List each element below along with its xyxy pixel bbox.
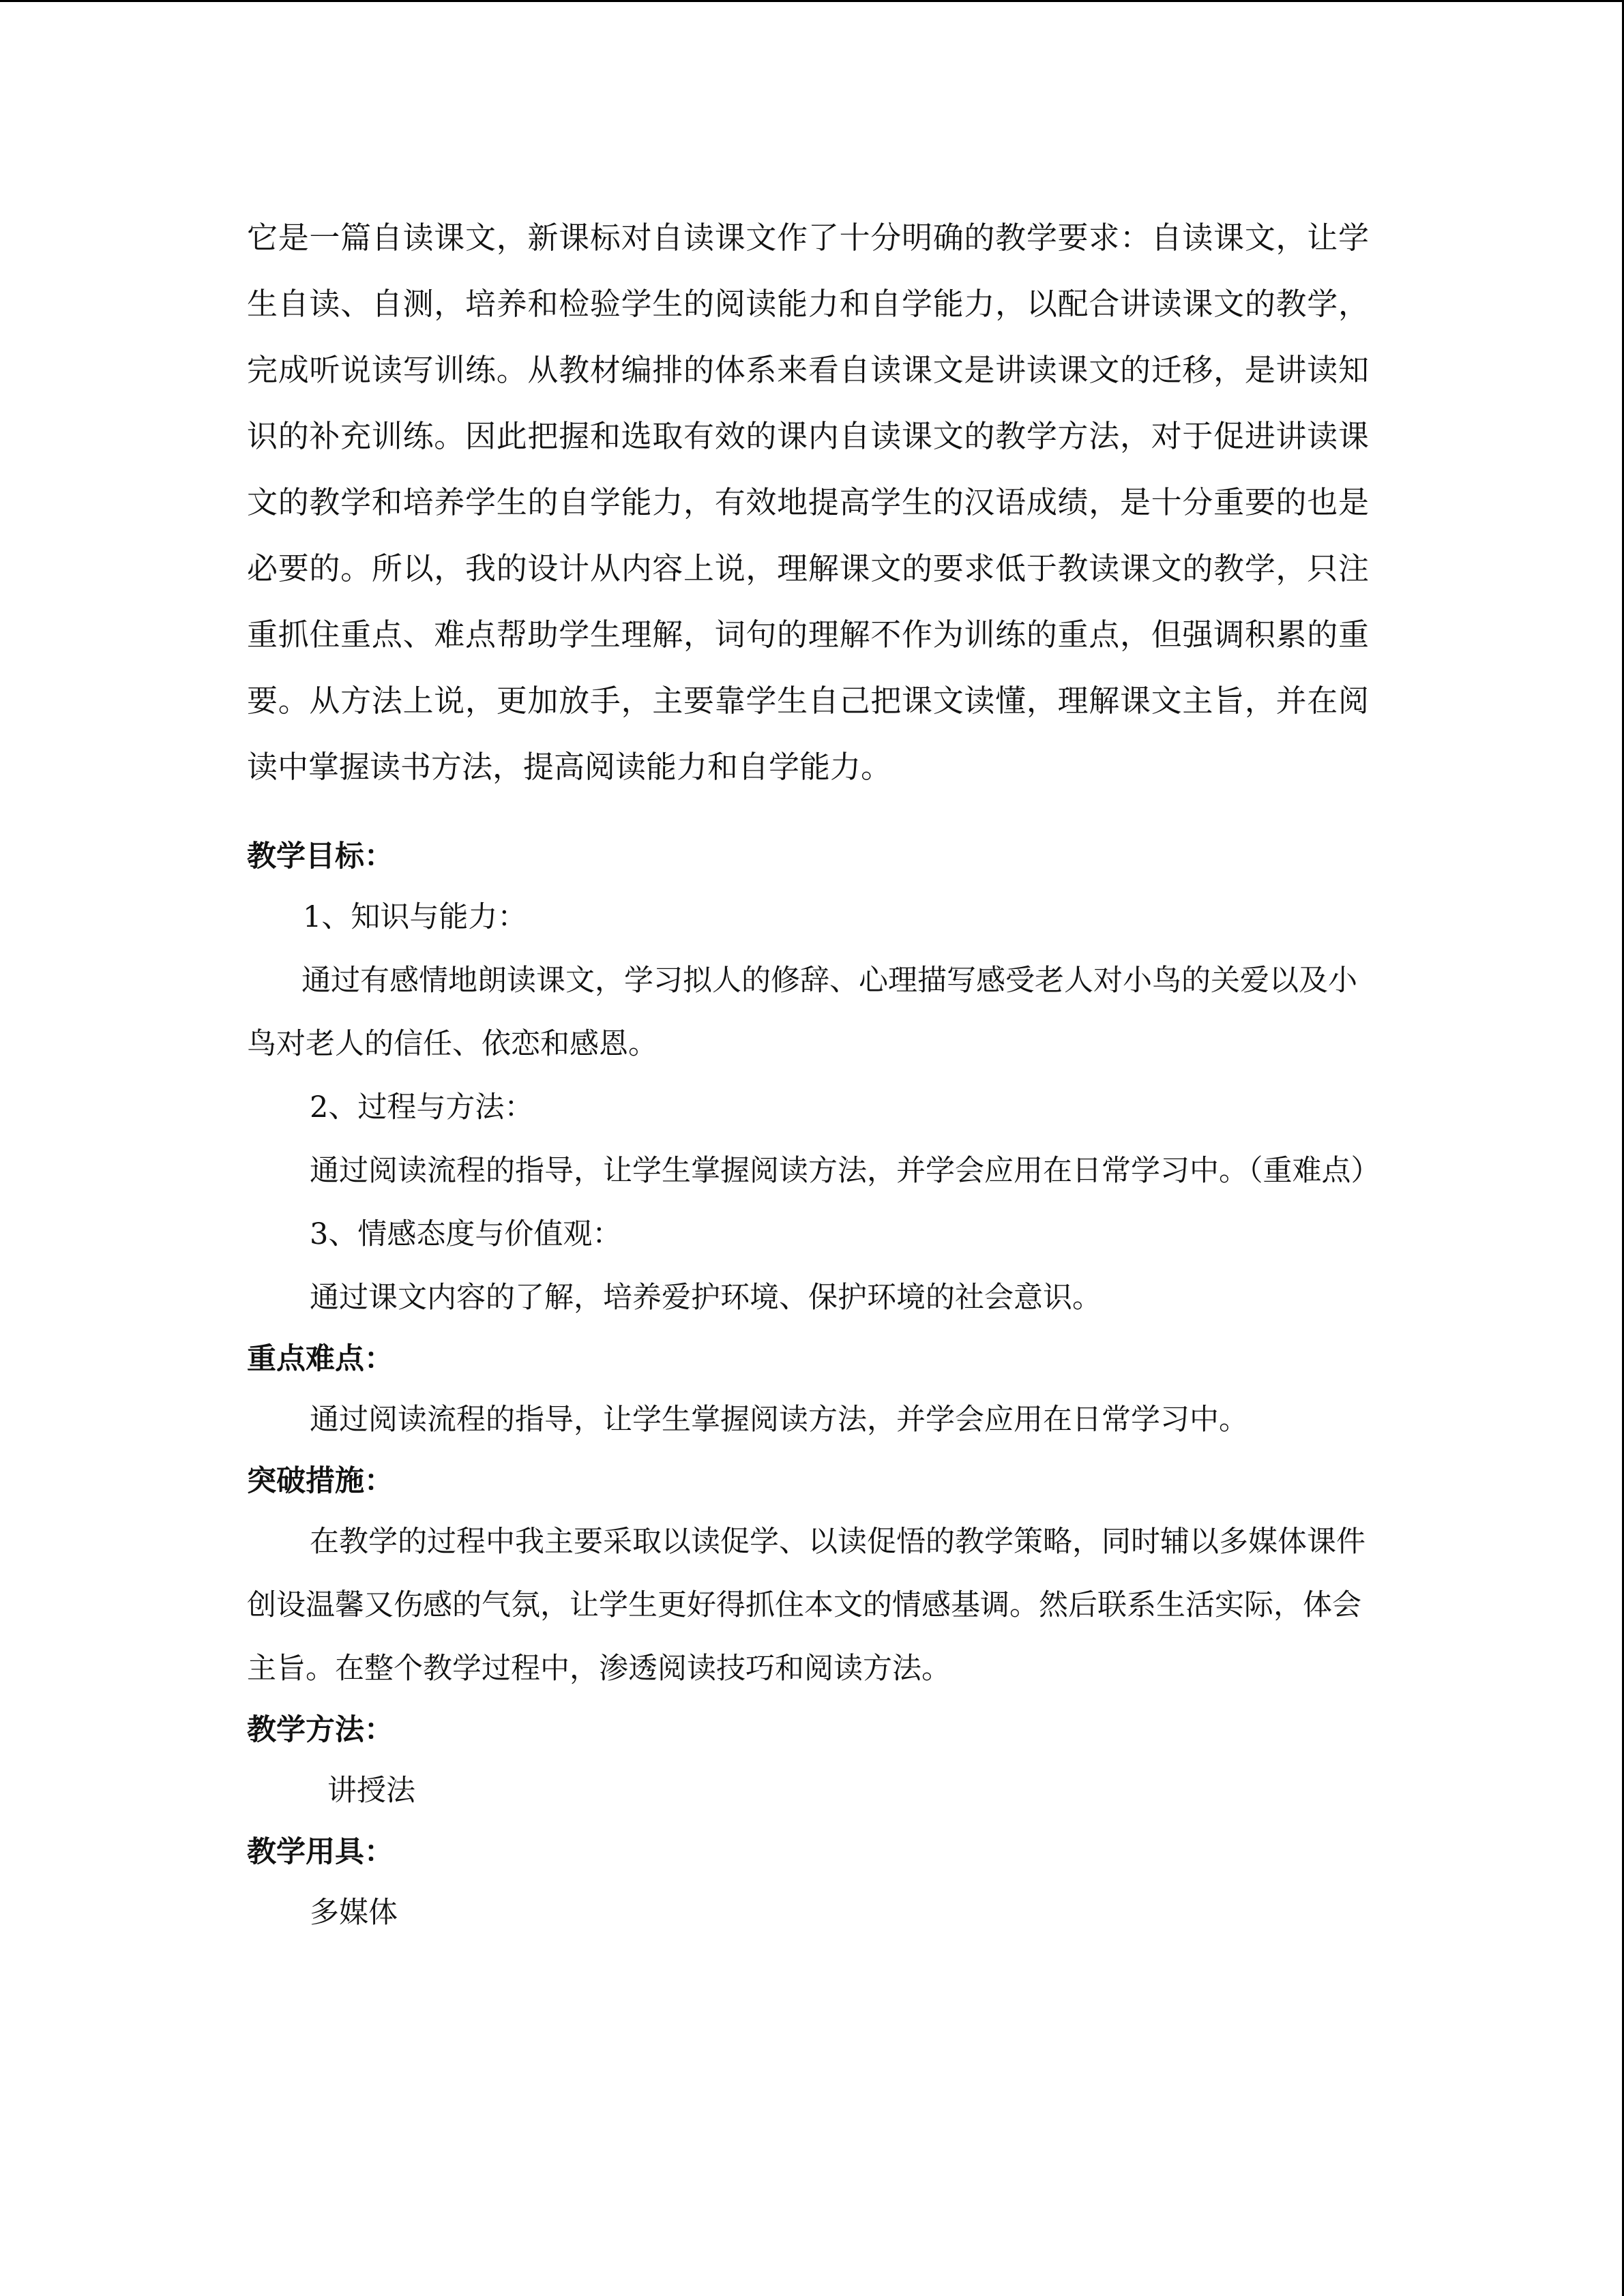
intro-paragraph: 它是一篇自读课文，新课标对自读课文作了十分明确的教学要求：自读课文，让学生自读、自测，培养和检验学生的阅读能力和自学能力，以配合讲读课文的教学，完成听说读写训练。从教材编排的体系来看自读课文是讲读课文的迁移，是讲读知识的补充训练。因此把握和选取有效的课内自读课文的教学方法，对于促进讲读课文的教学和培养学生的自学能力，有效地提高学生的汉语成绩，是十分重要的也是必要的。所以，我的设计从内容上说，理解课文的要求低于教读课文的教学，只注重抓住重点、难点帮助学生理解，词句的理解不作为训练的重点，但强调积累的重要。从方法上说，更加放手，主要靠学生自己把课文读懂，理解课文主旨，并在阅读中掌握读书方法，提高阅读能力和自学能力。	[247, 220, 1369, 785]
tools-heading: 教学用具：	[247, 1835, 394, 1869]
objective-2-title: 2、过程与方法：	[310, 1090, 534, 1124]
tools-text: 多媒体	[310, 1896, 398, 1930]
methods-heading: 教学方法：	[247, 1713, 394, 1747]
objective-3-text: 通过课文内容的了解，培养爱护环境、保护环境的社会意识。	[310, 1281, 1102, 1315]
methods-text: 讲授法	[327, 1774, 415, 1808]
objectives-heading: 教学目标：	[247, 839, 394, 874]
objective-1-text: 通过有感情地朗读课文，学习拟人的修辞、心理描写感受老人对小鸟的关爱以及小鸟对老人的信任、依恋和感恩。	[247, 964, 1357, 1061]
document-page	[247, 205, 1381, 1945]
objective-2-text: 通过阅读流程的指导，让学生掌握阅读方法，并学会应用在日常学习中。（重难点）	[310, 1154, 1381, 1188]
key-points-text: 通过阅读流程的指导，让学生掌握阅读方法，并学会应用在日常学习中。	[310, 1403, 1248, 1437]
measures-heading: 突破措施：	[247, 1464, 394, 1498]
objective-3-title: 3、情感态度与价值观：	[310, 1217, 622, 1251]
page-top-border	[0, 0, 1624, 2]
objective-1-title: 1、知识与能力：	[303, 900, 527, 934]
measures-text: 在教学的过程中我主要采取以读促学、以读促悟的教学策略，同时辅以多媒体课件创设温馨又伤感的气氛，让学生更好得抓住本文的情感基调。然后联系生活实际，体会主旨。在整个教学过程中，渗透阅读技巧和阅读方法。	[247, 1525, 1365, 1686]
key-points-heading: 重点难点：	[247, 1342, 394, 1376]
